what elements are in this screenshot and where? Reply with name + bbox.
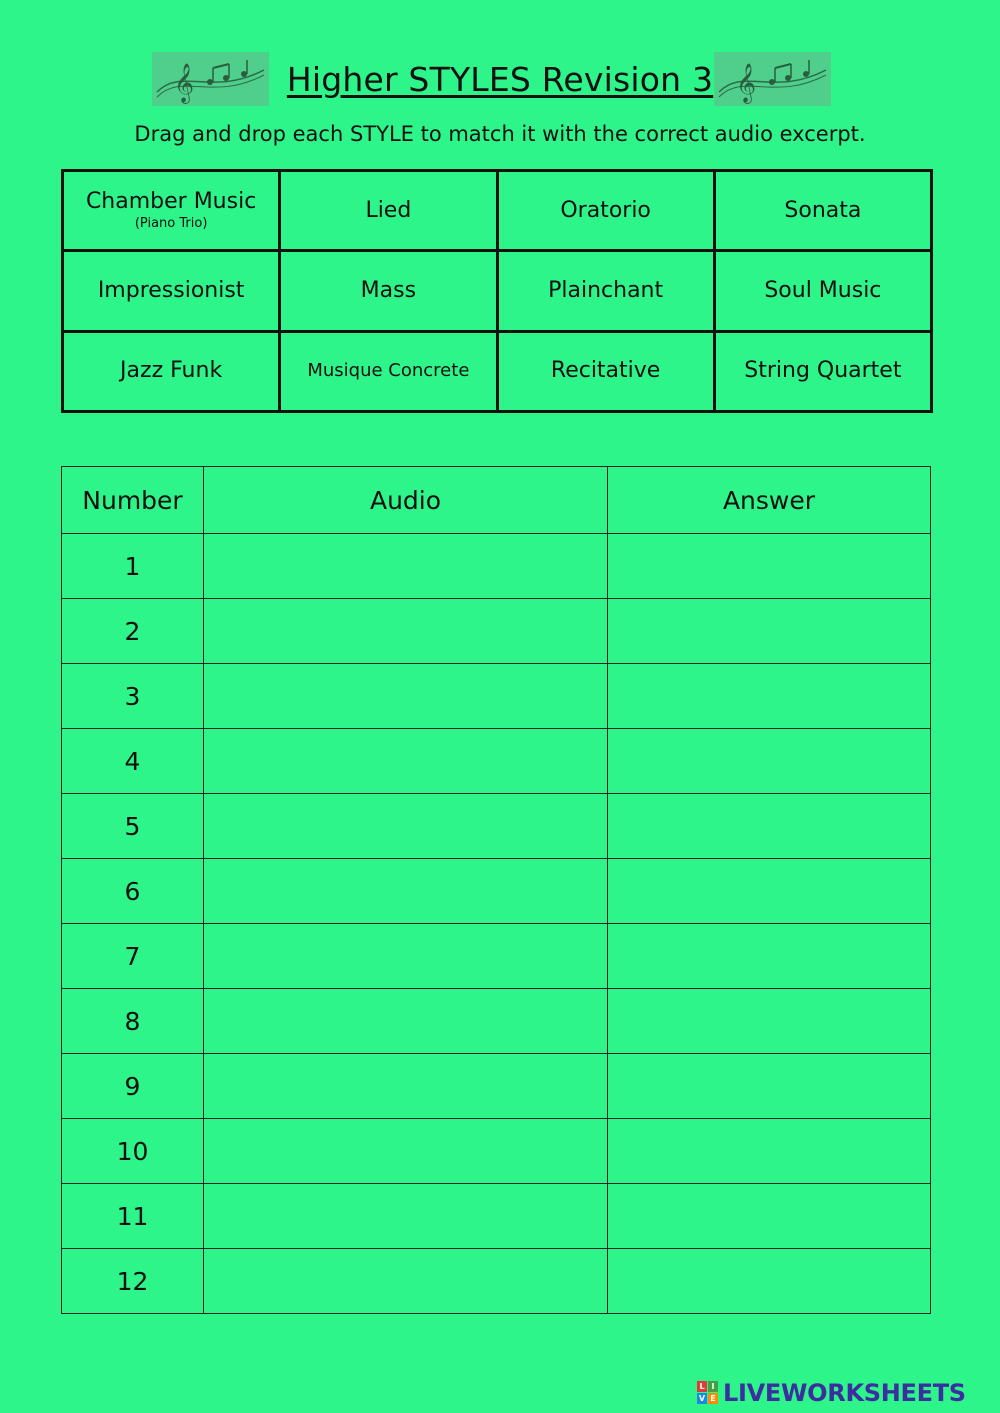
row-number: 11	[62, 1184, 204, 1249]
table-row	[62, 729, 931, 794]
answer-drop-zone[interactable]	[608, 989, 931, 1054]
answer-drop-zone[interactable]	[608, 664, 931, 729]
header	[0, 52, 1000, 108]
style-option[interactable]: Recitative	[497, 331, 714, 411]
audio-cell[interactable]	[204, 1054, 608, 1119]
style-option[interactable]: Plainchant	[497, 251, 714, 331]
svg-text:𝄞: 𝄞	[736, 63, 757, 103]
music-notes-icon	[714, 52, 831, 106]
music-notes-icon	[152, 52, 269, 106]
answer-drop-zone[interactable]	[608, 1054, 931, 1119]
audio-cell[interactable]	[204, 1119, 608, 1184]
audio-cell[interactable]	[204, 534, 608, 599]
answer-drop-zone[interactable]	[608, 924, 931, 989]
instructions: Drag and drop each STYLE to match it with the correct audio excerpt.	[134, 122, 866, 146]
answer-drop-zone[interactable]	[608, 729, 931, 794]
answer-drop-zone[interactable]	[608, 1119, 931, 1184]
style-option[interactable]: Sonata	[714, 171, 931, 251]
svg-text:𝄞: 𝄞	[174, 63, 195, 103]
audio-cell[interactable]	[204, 924, 608, 989]
row-number: 2	[62, 599, 204, 664]
table-row	[62, 534, 931, 599]
row-number: 3	[62, 664, 204, 729]
answer-drop-zone[interactable]	[608, 859, 931, 924]
style-option[interactable]: Chamber Music (Piano Trio)	[63, 171, 280, 251]
table-row	[62, 664, 931, 729]
styles-word-bank	[61, 169, 933, 413]
answer-drop-zone[interactable]	[608, 534, 931, 599]
row-number: 1	[62, 534, 204, 599]
style-option[interactable]: Soul Music	[714, 251, 931, 331]
row-number: 4	[62, 729, 204, 794]
answer-drop-zone[interactable]	[608, 599, 931, 664]
style-option[interactable]: Impressionist	[63, 251, 280, 331]
answer-drop-zone[interactable]	[608, 794, 931, 859]
style-option[interactable]: Jazz Funk	[63, 331, 280, 411]
table-row	[62, 599, 931, 664]
row-number: 10	[62, 1119, 204, 1184]
row-number: 7	[62, 924, 204, 989]
style-option[interactable]: Mass	[280, 251, 497, 331]
column-header-number: Number	[62, 467, 204, 534]
table-row	[62, 1054, 931, 1119]
audio-cell[interactable]	[204, 1249, 608, 1314]
table-row	[62, 924, 931, 989]
answer-table	[61, 466, 931, 1314]
style-option[interactable]: Lied	[280, 171, 497, 251]
style-option[interactable]: Musique Concrete	[280, 331, 497, 411]
column-header-answer: Answer	[608, 467, 931, 534]
style-option[interactable]: Oratorio	[497, 171, 714, 251]
audio-cell[interactable]	[204, 794, 608, 859]
audio-cell[interactable]	[204, 729, 608, 794]
row-number: 9	[62, 1054, 204, 1119]
audio-cell[interactable]	[204, 664, 608, 729]
row-number: 12	[62, 1249, 204, 1314]
row-number: 5	[62, 794, 204, 859]
table-row	[62, 989, 931, 1054]
row-number: 8	[62, 989, 204, 1054]
page-title: Higher STYLES Revision 3	[286, 60, 714, 99]
audio-cell[interactable]	[204, 1184, 608, 1249]
audio-cell[interactable]	[204, 599, 608, 664]
answer-drop-zone[interactable]	[608, 1184, 931, 1249]
answer-drop-zone[interactable]	[608, 1249, 931, 1314]
column-header-audio: Audio	[204, 467, 608, 534]
audio-cell[interactable]	[204, 859, 608, 924]
liveworksheets-logo: L I V E LIVEWORKSHEETS	[698, 1379, 966, 1407]
table-row	[62, 794, 931, 859]
table-row	[62, 1249, 931, 1314]
row-number: 6	[62, 859, 204, 924]
table-row	[62, 1184, 931, 1249]
table-row	[62, 1119, 931, 1184]
style-option[interactable]: String Quartet	[714, 331, 931, 411]
logo-mark-icon: L I V E	[697, 1381, 719, 1405]
audio-cell[interactable]	[204, 989, 608, 1054]
table-row	[62, 859, 931, 924]
